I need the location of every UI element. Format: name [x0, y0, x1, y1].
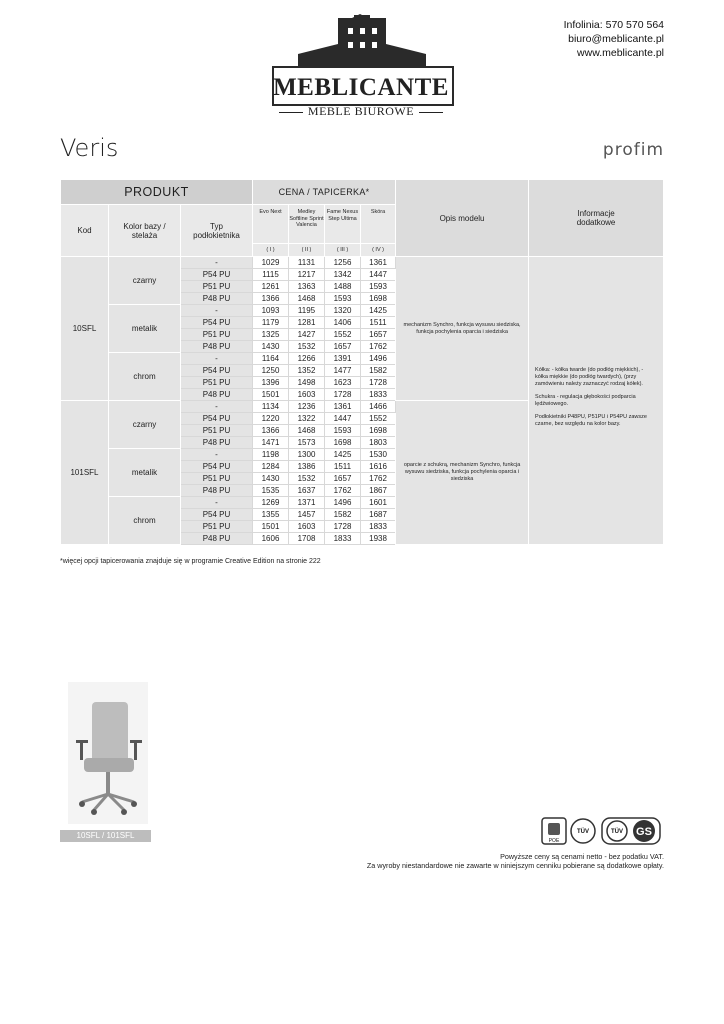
price-cell: 1728: [325, 521, 361, 533]
contact-email: biuro@meblicante.pl: [568, 33, 664, 45]
svg-text:TÜV: TÜV: [577, 829, 589, 835]
price-cell: 1511: [361, 317, 396, 329]
kod-header: Kod: [61, 205, 109, 257]
armrest-type-cell: P48 PU: [181, 341, 253, 353]
armrest-type-cell: P51 PU: [181, 377, 253, 389]
price-cell: 1803: [361, 437, 396, 449]
color-cell: chrom: [109, 353, 181, 401]
price-cell: 1833: [325, 533, 361, 545]
price-cell: 1833: [361, 521, 396, 533]
page-title: Veris: [60, 134, 119, 162]
price-cell: 1342: [325, 269, 361, 281]
certificates: [540, 816, 664, 846]
armrest-type-cell: P54 PU: [181, 509, 253, 521]
price-cell: 1468: [289, 425, 325, 437]
price-cell: 1457: [289, 509, 325, 521]
price-cell: 1366: [253, 425, 289, 437]
price-cell: 1198: [253, 449, 289, 461]
price-table: [60, 179, 664, 545]
price-cell: 1236: [289, 401, 325, 413]
price-cell: 1284: [253, 461, 289, 473]
price-cell: 1386: [289, 461, 325, 473]
contact-phone: Infolinia: 570 570 564: [563, 19, 664, 31]
price-cell: 1593: [325, 425, 361, 437]
price-cell: 1762: [361, 473, 396, 485]
armrest-type-cell: P48 PU: [181, 293, 253, 305]
price-cell: 1261: [253, 281, 289, 293]
building-icon: [298, 14, 426, 66]
price-cell: 1325: [253, 329, 289, 341]
price-cell: 1361: [325, 401, 361, 413]
price-cell: 1623: [325, 377, 361, 389]
price-cell: 1657: [325, 473, 361, 485]
price-cell: 1762: [325, 485, 361, 497]
price-cell: 1366: [253, 293, 289, 305]
price-group-1: ( I ): [253, 244, 289, 257]
price-cell: 1535: [253, 485, 289, 497]
price-cell: 1501: [253, 389, 289, 401]
fabric-group-2: Medley Softline Sprint Valencia: [289, 205, 325, 244]
price-cell: 1833: [361, 389, 396, 401]
price-cell: 1220: [253, 413, 289, 425]
price-cell: 1396: [253, 377, 289, 389]
price-cell: 1425: [361, 305, 396, 317]
price-cell: 1355: [253, 509, 289, 521]
svg-text:TÜV: TÜV: [611, 829, 623, 835]
armrest-type-cell: P54 PU: [181, 269, 253, 281]
color-cell: czarny: [109, 257, 181, 305]
price-note: [367, 852, 664, 870]
armrest-type-cell: P54 PU: [181, 413, 253, 425]
price-cell: 1501: [253, 521, 289, 533]
armrest-type-cell: -: [181, 257, 253, 269]
price-cell: 1603: [289, 521, 325, 533]
armrest-type-cell: P48 PU: [181, 485, 253, 497]
brand-logo: profim: [602, 140, 664, 160]
price-cell: 1256: [325, 257, 361, 269]
price-cell: 1582: [361, 365, 396, 377]
price-cell: 1698: [361, 425, 396, 437]
info-header: Informacje dodatkowe: [529, 180, 664, 257]
contact-website: www.meblicante.pl: [577, 47, 664, 59]
price-cell: 1867: [361, 485, 396, 497]
price-cell: 1698: [325, 437, 361, 449]
price-cell: 1134: [253, 401, 289, 413]
price-cell: 1471: [253, 437, 289, 449]
price-cell: 1762: [361, 341, 396, 353]
price-cell: 1728: [361, 377, 396, 389]
tuv-gs-cert-icon: [602, 818, 660, 844]
price-cell: 1496: [361, 353, 396, 365]
model-description: mechanizm Synchro, funkcja wysuwu siedziska, funkcja pochylenia oparcia i siedziska: [396, 257, 529, 401]
kolor-header: Kolor bazy / stelaża: [109, 205, 181, 257]
price-cell: 1637: [289, 485, 325, 497]
price-table-body: [61, 257, 664, 545]
price-cell: 1093: [253, 305, 289, 317]
price-cell: 1115: [253, 269, 289, 281]
contact-info: [564, 18, 664, 60]
svg-text:GS: GS: [636, 826, 652, 838]
price-cell: 1300: [289, 449, 325, 461]
armrest-type-cell: P51 PU: [181, 281, 253, 293]
armrest-type-cell: P54 PU: [181, 317, 253, 329]
price-cell: 1616: [361, 461, 396, 473]
price-cell: 1352: [289, 365, 325, 377]
note-line-1: Powyższe ceny są cenami netto - bez podatku VAT.: [500, 852, 664, 861]
armrest-type-cell: P51 PU: [181, 473, 253, 485]
price-cell: 1391: [325, 353, 361, 365]
price-cell: 1371: [289, 497, 325, 509]
price-cell: 1573: [289, 437, 325, 449]
price-cell: 1552: [361, 413, 396, 425]
price-cell: 1477: [325, 365, 361, 377]
price-cell: 1269: [253, 497, 289, 509]
price-cell: 1530: [361, 449, 396, 461]
price-cell: 1447: [361, 269, 396, 281]
armrest-type-cell: -: [181, 497, 253, 509]
model-description: oparcie z schukrą, mechanizm Synchro, funkcja wysuwu siedziska, funkcja pochylenia oparcia i siedziska: [396, 401, 529, 545]
armrest-type-cell: P54 PU: [181, 461, 253, 473]
price-cell: 1466: [361, 401, 396, 413]
price-cell: 1425: [325, 449, 361, 461]
fabric-group-1: Evo Next: [253, 205, 289, 244]
price-cell: 1363: [289, 281, 325, 293]
svg-text:POE: POE: [548, 838, 560, 844]
price-cell: 1657: [361, 329, 396, 341]
price-cell: 1131: [289, 257, 325, 269]
price-cell: 1938: [361, 533, 396, 545]
logo-name: MEBLICANTE: [273, 74, 449, 101]
chair-image: [68, 682, 148, 824]
price-cell: 1511: [325, 461, 361, 473]
price-cell: 1488: [325, 281, 361, 293]
price-cell: 1532: [289, 473, 325, 485]
price-cell: 1250: [253, 365, 289, 377]
fabric-group-4: Skóra: [361, 205, 396, 244]
opis-header: Opis modelu: [396, 180, 529, 257]
price-cell: 1687: [361, 509, 396, 521]
company-logo: [268, 14, 458, 118]
color-cell: chrom: [109, 497, 181, 545]
price-group-3: ( III ): [325, 244, 361, 257]
info-paragraph: Podłokietniki P48PU, P51PU i P54PU zawsze czarne, bez względu na kolor bazy.: [535, 414, 647, 427]
color-cell: metalik: [109, 305, 181, 353]
price-cell: 1361: [361, 257, 396, 269]
price-cell: 1430: [253, 341, 289, 353]
fabric-group-3: Fame Nexus Step Ultima: [325, 205, 361, 244]
price-cell: 1606: [253, 533, 289, 545]
price-cell: 1657: [325, 341, 361, 353]
note-line-2: Za wyroby niestandardowe nie zawarte w niniejszym cenniku pobierane są dodatkowe opłaty.: [366, 861, 664, 870]
price-cell: 1496: [325, 497, 361, 509]
info-paragraph: Schukra - regulacja głębokości podparcia lędźwiowego.: [535, 394, 636, 407]
price-cell: 1468: [289, 293, 325, 305]
price-group-4: ( IV ): [361, 244, 396, 257]
price-cell: 1582: [325, 509, 361, 521]
logo-subtitle: MEBLE BIUROWE: [268, 104, 454, 119]
additional-info: [529, 257, 664, 545]
armrest-type-cell: P48 PU: [181, 437, 253, 449]
price-cell: 1406: [325, 317, 361, 329]
color-cell: metalik: [109, 449, 181, 497]
price-cell: 1281: [289, 317, 325, 329]
model-code: 10SFL: [61, 257, 109, 401]
poe-cert-icon: [542, 818, 566, 844]
price-cell: 1217: [289, 269, 325, 281]
price-cell: 1728: [325, 389, 361, 401]
price-cell: 1266: [289, 353, 325, 365]
price-cell: 1603: [289, 389, 325, 401]
armrest-type-cell: P51 PU: [181, 329, 253, 341]
produkt-header: PRODUKT: [61, 180, 253, 205]
cena-header: CENA / TAPICERKA*: [253, 180, 396, 205]
price-cell: 1532: [289, 341, 325, 353]
armrest-type-cell: -: [181, 353, 253, 365]
armrest-type-cell: -: [181, 401, 253, 413]
armrest-type-cell: P51 PU: [181, 425, 253, 437]
info-paragraph: Kółka: - kółka twarde (do podłóg miękkich), - kółka miękkie (do podłóg twardych), (przy zamówieniu należy zaznaczyć rodzaj kółek).: [535, 367, 644, 387]
armrest-type-cell: P48 PU: [181, 389, 253, 401]
price-cell: 1601: [361, 497, 396, 509]
tuv-cert-icon: [571, 819, 595, 843]
price-cell: 1320: [325, 305, 361, 317]
price-cell: 1698: [361, 293, 396, 305]
price-cell: 1708: [289, 533, 325, 545]
armrest-type-cell: P51 PU: [181, 521, 253, 533]
model-code: 101SFL: [61, 401, 109, 545]
price-cell: 1498: [289, 377, 325, 389]
armrest-type-cell: -: [181, 305, 253, 317]
price-cell: 1430: [253, 473, 289, 485]
price-group-2: ( II ): [289, 244, 325, 257]
table-row: [61, 257, 664, 269]
price-cell: 1447: [325, 413, 361, 425]
price-cell: 1195: [289, 305, 325, 317]
price-cell: 1593: [325, 293, 361, 305]
color-cell: czarny: [109, 401, 181, 449]
price-cell: 1593: [361, 281, 396, 293]
footnote: *więcej opcji tapicerowania znajduje się w programie Creative Edition na stronie 222: [60, 558, 321, 565]
price-cell: 1322: [289, 413, 325, 425]
price-cell: 1029: [253, 257, 289, 269]
price-cell: 1552: [325, 329, 361, 341]
armrest-type-cell: P48 PU: [181, 533, 253, 545]
price-cell: 1164: [253, 353, 289, 365]
price-cell: 1427: [289, 329, 325, 341]
armrest-type-cell: P54 PU: [181, 365, 253, 377]
armrest-type-cell: -: [181, 449, 253, 461]
price-cell: 1179: [253, 317, 289, 329]
model-label: 10SFL / 101SFL: [60, 830, 151, 842]
typ-header: Typ podłokietnika: [181, 205, 253, 257]
